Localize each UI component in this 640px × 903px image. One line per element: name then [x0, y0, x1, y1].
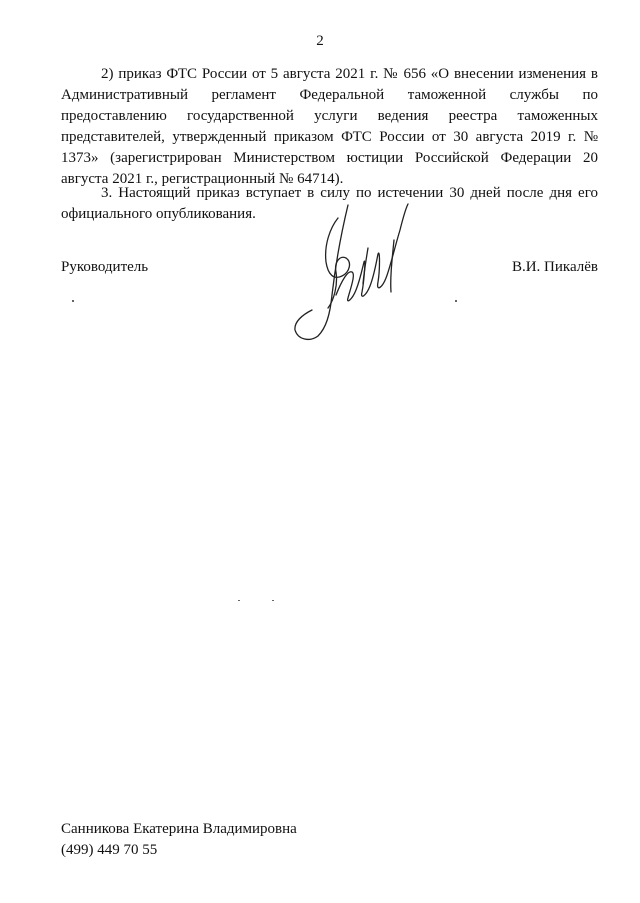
page-number: 2 [316, 33, 324, 49]
paragraph-text: 2) приказ ФТС России от 5 августа 2021 г. № 656 «О внесении изменения в Административный регламент Федеральной таможенной службы по предоставлению государственной услуги ведения реестра таможенных представителей, утвержденный приказом ФТС России от 30 августа 2019 г. № 1373» (зарегистрирован Министерством юстиции Российской Федерации 20 августа 2021 г., регистрационный № 64714). [61, 66, 598, 187]
contact-block [61, 819, 297, 861]
contact-name: Санникова Екатерина Владимировна [61, 821, 297, 837]
signer-title: Руководитель [61, 259, 149, 275]
paragraph-text: 3. Настоящий приказ вступает в силу по истечении 30 дней после дня его официального опубликования. [61, 185, 598, 222]
contact-phone: (499) 449 70 55 [61, 842, 158, 858]
handwritten-signature [290, 200, 420, 350]
paragraph-amendment-order [61, 64, 598, 190]
signer-name: В.И. Пикалёв [511, 259, 598, 275]
